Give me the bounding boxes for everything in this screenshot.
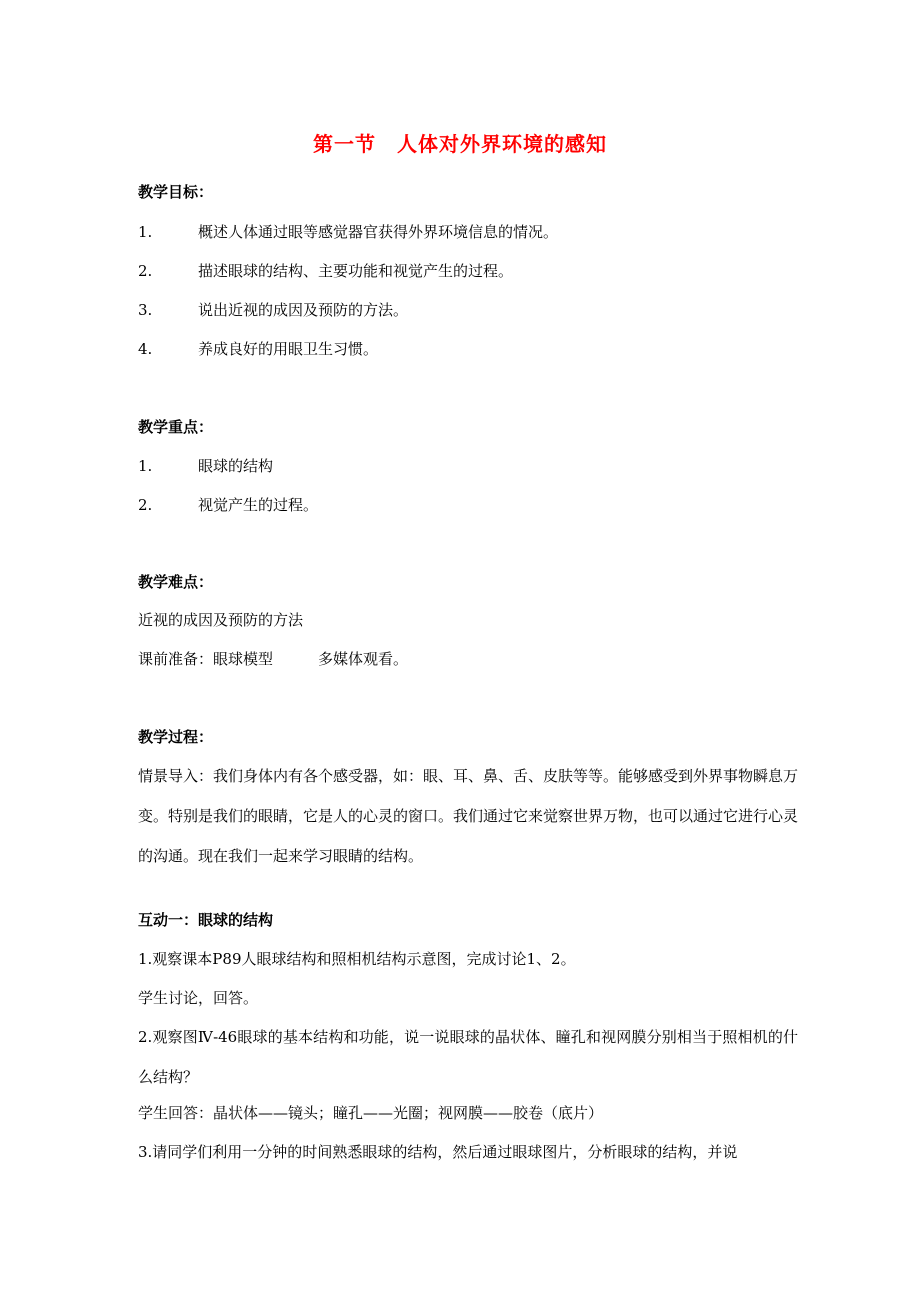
key-point-number: 2. bbox=[138, 496, 153, 514]
objective-number: 1. bbox=[138, 223, 153, 241]
key-point-item bbox=[138, 456, 273, 476]
step2-paragraph: 2.观察图Ⅳ-46眼球的基本结构和功能，说一说眼球的晶状体、瞳孔和视网膜分别相当于照相机的什么结构？ bbox=[138, 1028, 798, 1086]
page-title: 第一节 人体对外界环境的感知 bbox=[313, 132, 607, 156]
difficulties-text: 近视的成因及预防的方法 bbox=[138, 611, 304, 629]
key-points-heading: 教学重点： bbox=[138, 418, 214, 436]
difficulties-heading: 教学难点： bbox=[138, 573, 214, 591]
key-point-item bbox=[138, 495, 318, 515]
objective-number: 2. bbox=[138, 262, 153, 280]
objective-number: 4. bbox=[138, 340, 153, 358]
objective-text: 养成良好的用眼卫生习惯。 bbox=[198, 340, 379, 358]
objective-item bbox=[138, 300, 408, 320]
objective-text: 说出近视的成因及预防的方法。 bbox=[198, 301, 409, 319]
objective-text: 描述眼球的结构、主要功能和视觉产生的过程。 bbox=[198, 262, 514, 280]
step2-answer: 学生回答：晶状体——镜头；瞳孔——光圈；视网膜——胶卷（底片） bbox=[138, 1104, 604, 1122]
objective-item bbox=[138, 222, 558, 242]
step1-text: 1.观察课本P89人眼球结构和照相机结构示意图，完成讨论1、2。 bbox=[138, 950, 576, 968]
key-point-text: 视觉产生的过程。 bbox=[198, 496, 319, 514]
intro-paragraph: 情景导入：我们身体内有各个感受器，如：眼、耳、鼻、舌、皮肤等等。能够感受到外界事物瞬息万变。特别是我们的眼睛，它是人的心灵的窗口。我们通过它来觉察世界万物，也可以通过它进行心灵的沟通。现在我们一起来学习眼睛的结构。 bbox=[138, 767, 799, 865]
objective-item bbox=[138, 261, 513, 281]
preparation-text: 课前准备：眼球模型 多媒体观看。 bbox=[138, 650, 409, 668]
step3-text: 3.请同学们利用一分钟的时间熟悉眼球的结构，然后通过眼球图片，分析眼球的结构，并说 bbox=[138, 1143, 738, 1161]
objective-item bbox=[138, 339, 378, 359]
objectives-heading: 教学目标： bbox=[138, 183, 214, 201]
key-point-number: 1. bbox=[138, 457, 153, 475]
interaction1-heading: 互动一：眼球的结构 bbox=[138, 911, 274, 929]
objective-number: 3. bbox=[138, 301, 153, 319]
objective-text: 概述人体通过眼等感觉器官获得外界环境信息的情况。 bbox=[198, 223, 559, 241]
process-heading: 教学过程： bbox=[138, 728, 214, 746]
step1-answer: 学生讨论，回答。 bbox=[138, 989, 259, 1007]
key-point-text: 眼球的结构 bbox=[198, 457, 274, 475]
